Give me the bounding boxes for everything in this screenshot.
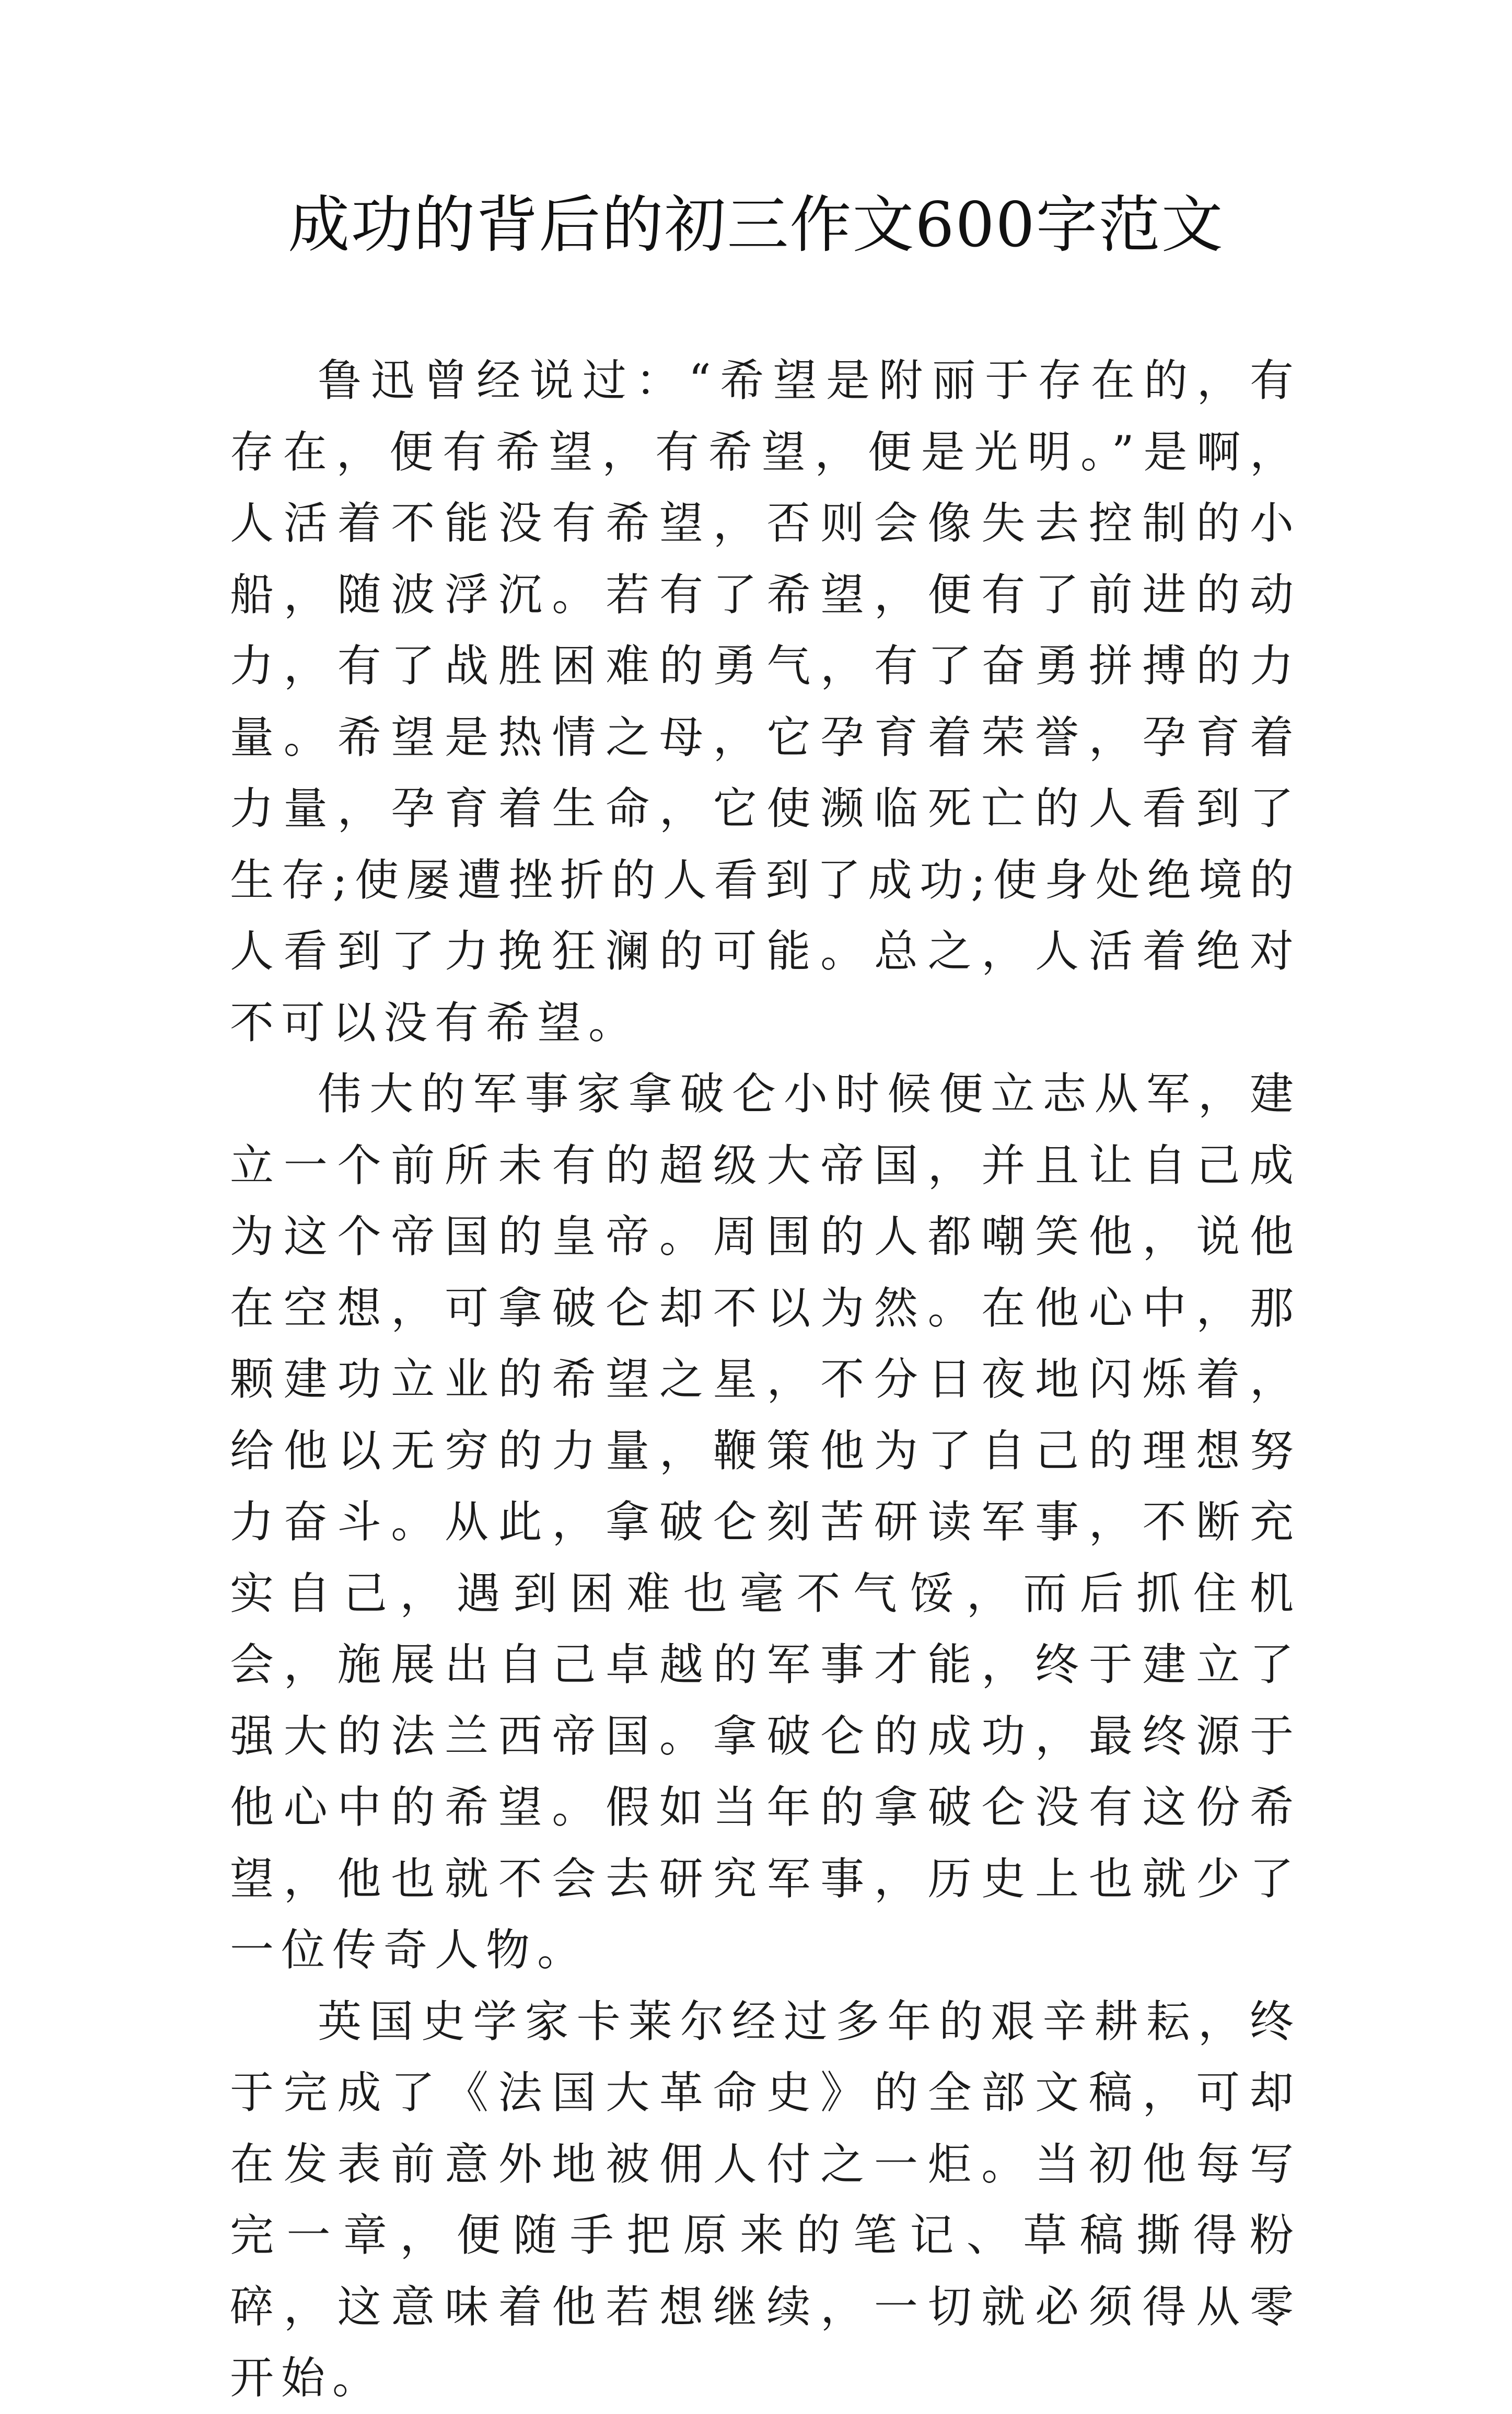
paragraph: 伟大的军事家拿破仑小时候便立志从军，建立一个前所未有的超级大帝国，并且让自己成为这个帝国的皇帝。周围的人都嘲笑他，说他在空想，可拿破仑却不以为然。在他心中，那颗建功立业的希望之星，不分日夜地闪烁着，给他以无穷的力量，鞭策他为了自己的理想努力奋斗。从此，拿破仑刻苦研读军事，不断充实自己，遇到困难也毫不气馁，而后抓住机会，施展出自己卓越的军事才能，终于建立了强大的法兰西帝国。拿破仑的成功，最终源于他心中的希望。假如当年的拿破仑没有这份希望，他也就不会去研究军事，历史上也就少了一位传奇人物。 (230, 1068, 1301, 1976)
paragraph: 英国史学家卡莱尔经过多年的艰辛耕耘，终于完成了《法国大革命史》的全部文稿，可却在发表前意外地被佣人付之一炬。当初他每写完一章，便随手把原来的笔记、草稿撕得粉碎，这意味着他若想继续，一切就必须得从零开始。 (230, 1995, 1301, 2404)
document-body (230, 345, 1301, 2414)
paragraph: 鲁迅曾经说过：“希望是附丽于存在的，有存在，便有希望，有希望，便是光明。”是啊，人活着不能没有希望，否则会像失去控制的小船，随波浮沉。若有了希望，便有了前进的动力，有了战胜困难的勇气，有了奋勇拼搏的力量。希望是热情之母，它孕育着荣誉，孕育着力量，孕育着生命，它使濒临死亡的人看到了生存;使屡遭挫折的人看到了成功;使身处绝境的人看到了力挽狂澜的可能。总之，人活着绝对不可以没有希望。 (230, 355, 1301, 1048)
document-title: 成功的背后的初三作文600字范文 (288, 189, 1224, 261)
